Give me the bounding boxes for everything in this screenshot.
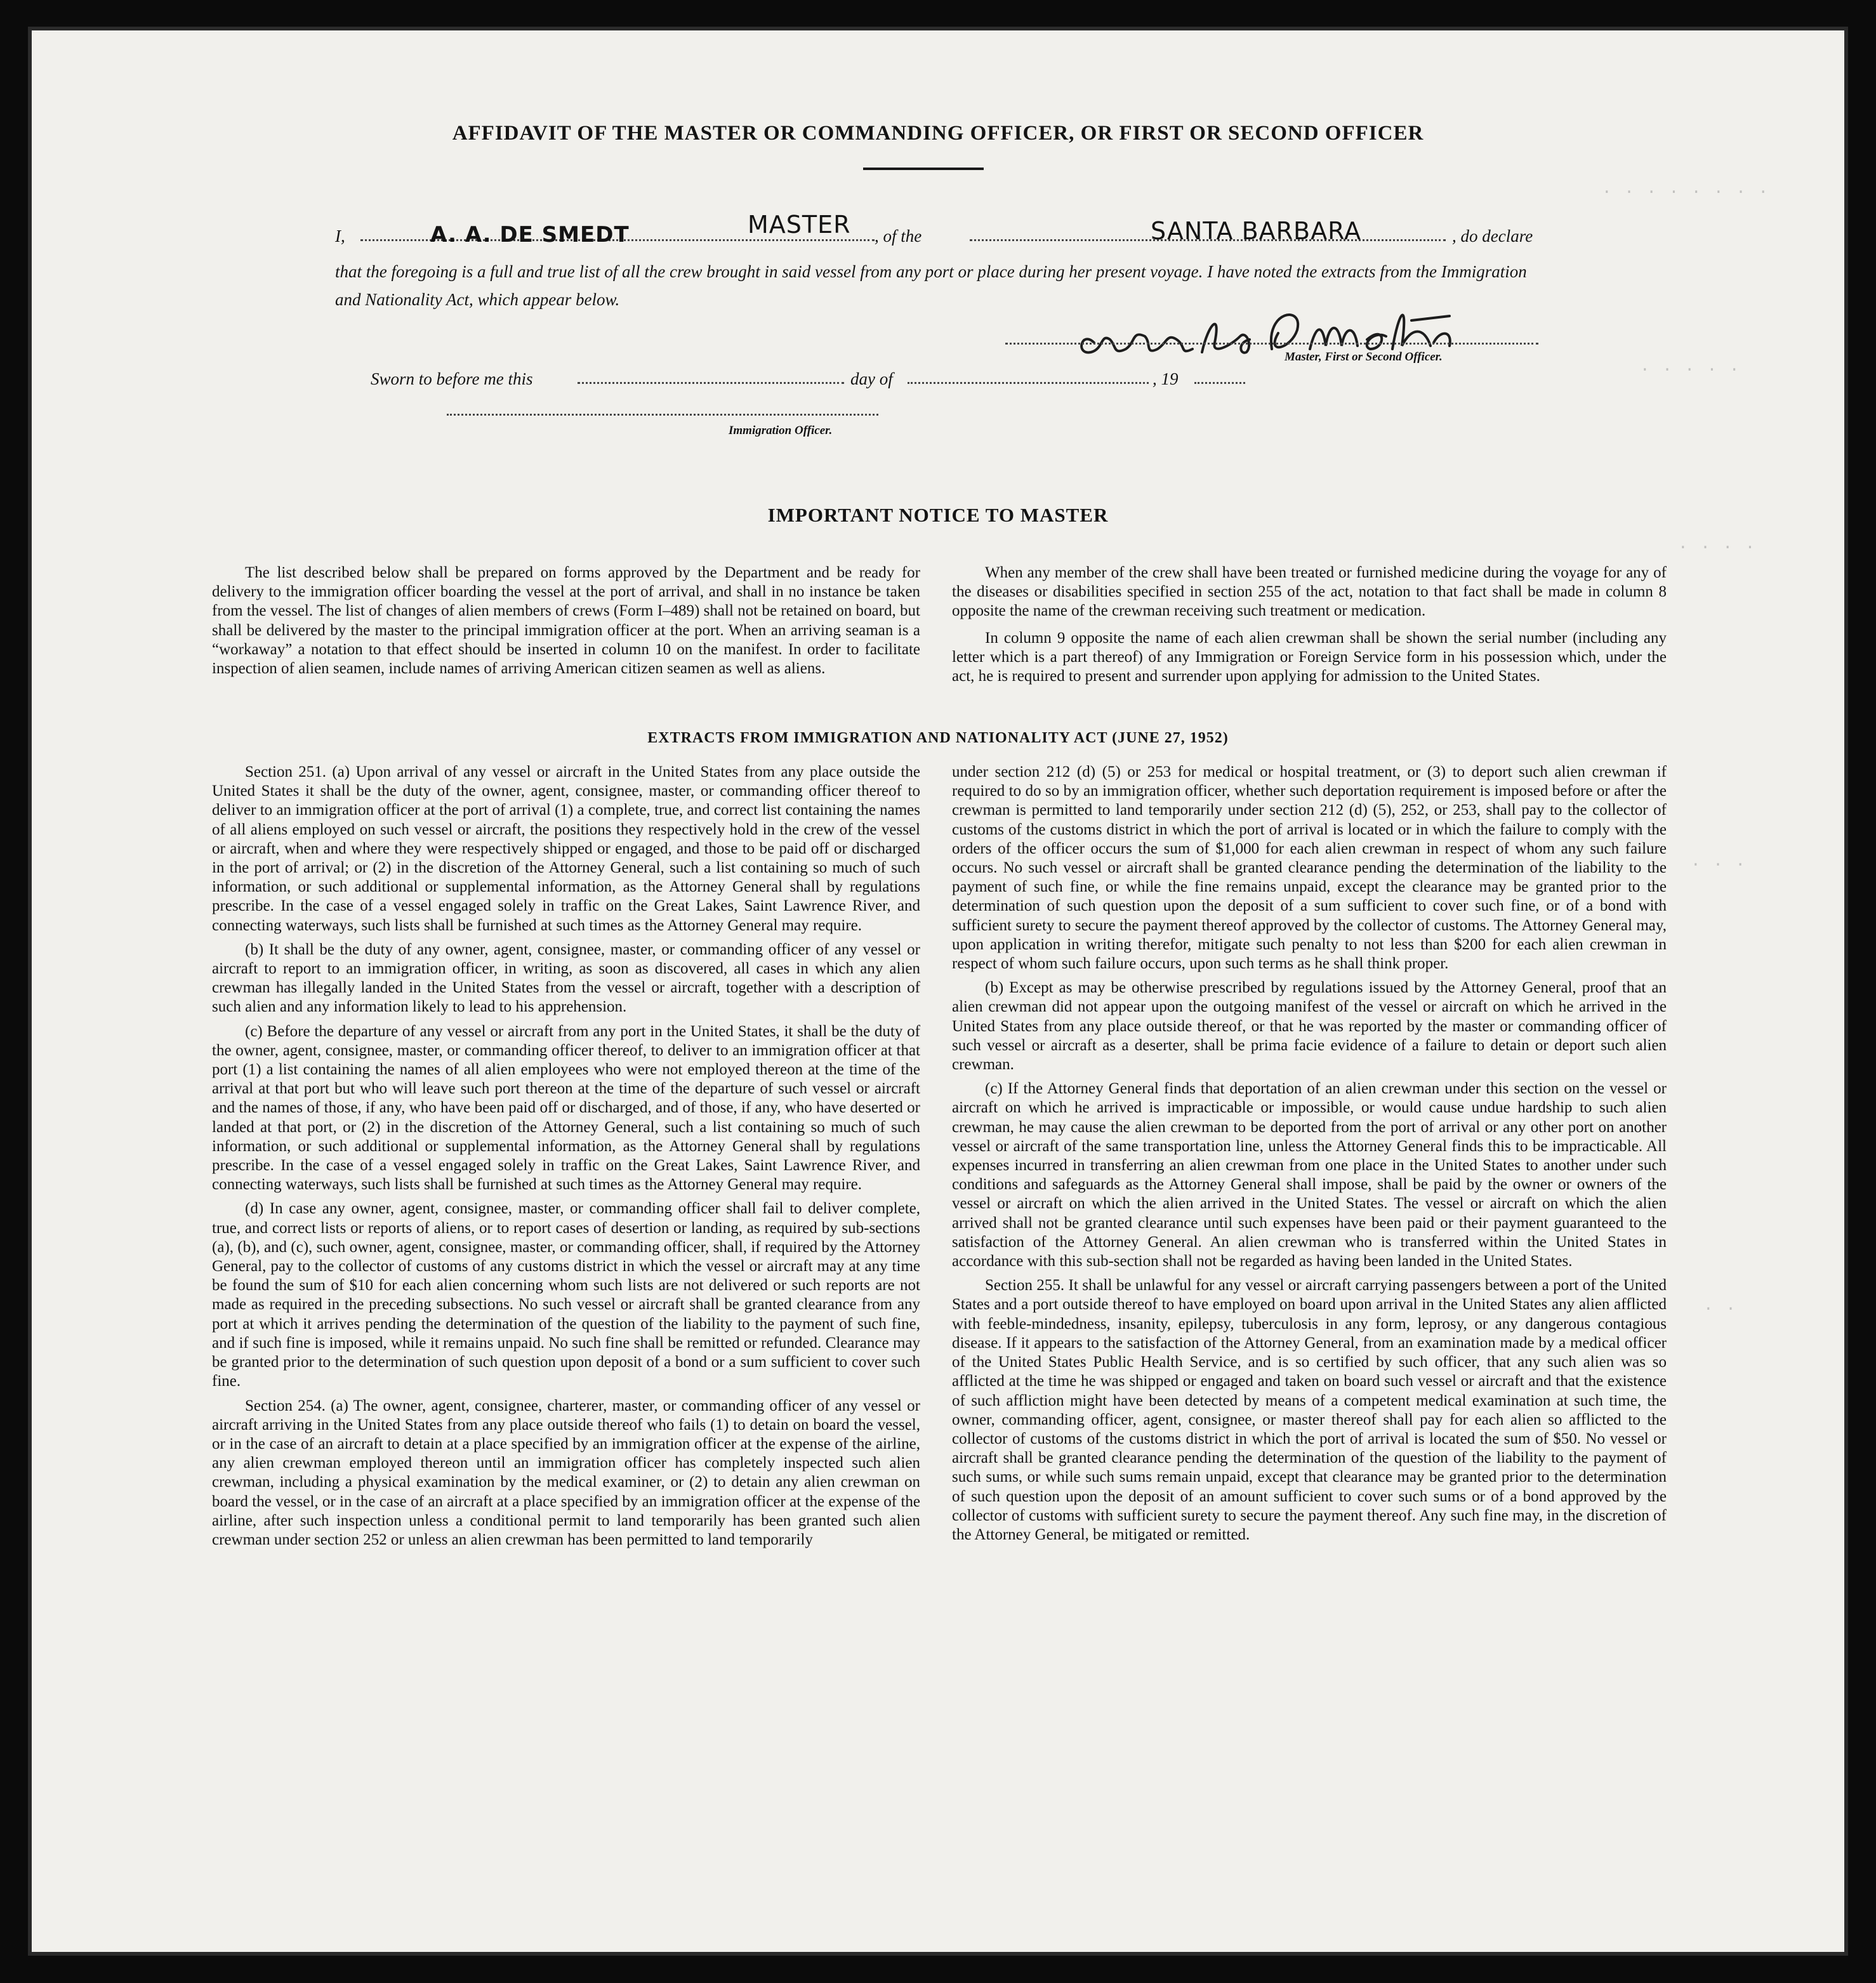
- year-label: , 19: [1153, 369, 1179, 388]
- of-the-label: , of the: [875, 227, 922, 246]
- sworn-label: Sworn to before me this: [371, 369, 533, 388]
- do-declare-label: , do declare: [1452, 227, 1533, 246]
- notice-paragraph: In column 9 opposite the name of each alien crewman shall be shown the serial number (including any letter which is a part thereof) of any Immigration or Foreign Service form in his possession which, under the act, he is required to present and surrender upon applying for admission to the United States.: [952, 629, 1667, 685]
- signature-underline: [1005, 343, 1538, 345]
- notice-right-column: [952, 563, 1667, 694]
- officer-rank: MASTER: [748, 211, 851, 239]
- sworn-day-underline: [578, 382, 844, 384]
- immigration-officer-label: Immigration Officer.: [729, 424, 833, 437]
- extracts-left-column: [212, 763, 920, 1555]
- officer-name: A. A. DE SMEDT: [430, 222, 630, 247]
- act-section-254c: (c) If the Attorney General finds that deportation of an alien crewman under this section on the vessel or aircraft on which he arrived is impracticable or impossible, or would cause undue hardship to such alien crewman, he may cause the alien crewman to be deported from the port of arrival or any other port on another vessel or aircraft of the same transportation line, unless the Attorney General finds this to be impracticable. All expenses incurred in transferring an alien crewman from one place in the United States to another under such conditions and safeguards as the Attorney General shall impose, shall be paid by the owner or owners of the vessel or aircraft on which the alien arrived in the United States. The vessel or aircraft on which the alien arrived shall not be granted clearance until such expenses have been paid or their payment guaranteed to the satisfaction of the Attorney General. An alien crewman who is transferred within the United States in accordance with this sub-section shall not be regarded as having been landed in the United States.: [952, 1080, 1667, 1270]
- declaration-prefix: I,: [335, 227, 345, 246]
- act-section-251a: Section 251. (a) Upon arrival of any vessel or aircraft in the United States from any place outside the United States it shall be the duty of the owner, agent, consignee, master, or commanding officer thereof to deliver to an immigration officer at the port of arrival (1) a complete, true, and correct list containing the names of all aliens employed on such vessel or aircraft, the positions they respectively hold in the crew of the vessel or aircraft, when and where they were respectively shipped or engaged, and those to be paid off or discharged in the port of arrival; or (2) in the discretion of the Attorney General, such a list containing so much of such information, or such additional or supplemental information, as the Attorney General shall by regulations prescribe. In the case of a vessel engaged solely in traffic on the Great Lakes, Saint Lawrence River, and connecting waterways, such lists shall be furnished at such times as the Attorney General may require.: [212, 763, 920, 934]
- act-section-254a-continued: under section 212 (d) (5) or 253 for medical or hospital treatment, or (3) to deport such alien crewman if required to do so by an immigration officer, whether such deportation requirement is imposed before or after the crewman is permitted to land temporarily under section 212 (d) (5), 252, or 253, shall pay to the collector of customs of the customs district in which the port of arrival is located or in which the failure to comply with the orders of the officer occurs the sum of $1,000 for each alien crewman in respect of whom any such failure occurs. No such vessel or aircraft shall be granted clearance pending the determination of the liability to the payment of such fine, or while the fine remains unpaid, except the clearance may be granted prior to the determination of such question upon the deposit of a sum sufficient to cover such fine, or of a bond with sufficient surety to secure the payment thereof approved by the collector of customs. The Attorney General may, upon application in writing therefor, mitigate such penalty to not less than $200 for each alien crewman in respect of whom such failure occurs, upon such terms as he shall think proper.: [952, 763, 1667, 973]
- act-section-255: Section 255. It shall be unlawful for any vessel or aircraft carrying passengers between a port of the United States and a port outside thereof to have employed on board upon arrival in the United States any alien afflicted with feeble-mindedness, insanity, epilepsy, tuberculosis in any form, leprosy, or any dangerous contagious disease. If it appears to the satisfaction of the Attorney General, from an examination made by a medical officer of the United States Public Health Service, and is so certified by such officer, that any such alien was so afflicted at the time he was shipped or engaged and taken on board such vessel or aircraft and that the existence of such affliction might have been detected by means of a competent medical examination at such time, the owner, commanding officer, agent, consignee, or master thereof shall pay for each alien so afflicted to the collector of customs of the customs district in which the port of arrival is located the sum of $50. No vessel or aircraft shall be granted clearance pending the determination of the question of the liability to the payment of such sums, or while such sums remain unpaid, except that clearance may be granted prior to the determination of such question upon the deposit of an amount sufficient to cover such sums or of a bond approved by the collector of customs with sufficient surety to secure the payment thereof. Any such fine may, in the discretion of the Attorney General, be mitigated or remitted.: [952, 1277, 1667, 1543]
- sworn-year-underline: [1194, 382, 1245, 384]
- notice-paragraph: When any member of the crew shall have been treated or furnished medicine during the voyage for any of the diseases or disabilities specified in section 255 of the act, notation to that fact shall be made in column 8 opposite the name of the crewman receiving such treatment or medication.: [952, 564, 1667, 620]
- title-divider: [863, 168, 984, 170]
- declaration-statement: that the foregoing is a full and true list of all the crew brought in said vessel from any port or place during her present voyage. I have noted the extracts from the Immigration and Nationality Act, which appear below.: [335, 262, 1527, 309]
- signature-label: Master, First or Second Officer.: [1285, 350, 1443, 364]
- day-of-label: day of: [850, 369, 893, 388]
- act-section-254a: Section 254. (a) The owner, agent, consignee, charterer, master, or commanding officer of any vessel or aircraft arriving in the United States from any place outside thereof who fails (1) to detain on board the vessel, or in the case of an aircraft to detain at a place specified by an immigration officer at the expense of the airline, any alien crewman employed thereon until an immigration officer has completely inspected such alien crewman, including a physical examination by the medical examiner, or (2) to detain any alien crewman on board the vessel, or in the case of an aircraft at a place specified by an immigration officer at the expense of the airline, after such inspection unless a conditional permit to land temporarily has been granted such alien crewman under section 252 or unless an alien crewman has been permitted to land temporarily: [212, 1397, 920, 1548]
- declaration-line: [335, 212, 1554, 250]
- extracts-heading: EXTRACTS FROM IMMIGRATION AND NATIONALITY ACT (JUNE 27, 1952): [647, 730, 1229, 746]
- notice-left-column: [212, 563, 920, 686]
- act-section-254b: (b) Except as may be otherwise prescribed by regulations issued by the Attorney General, proof that an alien crewman did not appear upon the outgoing manifest of the vessel or aircraft on which he arrived in the United States from any place outside thereof, or that he was reported by the master or commanding officer of such vessel or aircraft as a deserter, shall be prima facie evidence of a failure to detain or deport such alien crewman.: [952, 979, 1667, 1074]
- affidavit-form: [28, 27, 1848, 1956]
- act-section-251d: (d) In case any owner, agent, consignee, master, or commanding officer shall fail to deliver complete, true, and correct lists or reports of aliens, or to report cases of desertion or landing, as required by sub-sections (a), (b), and (c), such owner, agent, consignee, master, or commanding officer, shall, if required by the Attorney General, pay to the collector of customs of any customs district in which the vessel or aircraft may at any time be found the sum of $10 for each alien concerning whom such lists are not delivered or such reports are not made as required in the preceding subsections. No such vessel or aircraft shall be granted clearance from any port at which it arrives pending the determination of the question of the liability to the payment of such fine, and if such fine is imposed, while it remains unpaid. No such fine shall be remitted or refunded. Clearance may be granted prior to the determination of such question upon deposit of a bond or a sum sufficient to cover such fine.: [212, 1200, 920, 1390]
- document-page: . . . . . . . . . . . . . . . . . . . . . . AFFIDAVIT OF THE MASTER OR COMMANDING OFFICER, OR FIRST OR SECOND OFFICER I, A. A. DE SMEDT MASTER , of the SANTA BARBARA , do declare that the foregoing is a full and true list of all the crew brought in said vessel from any port or place during her present voyage. I have noted the extracts from the Immigration and Nationality Act, which appear below. Master, First or Second Officer. Sworn to before me this day of , 19 Immigration Officer. IMPORTANT NOTICE TO MASTER The list described below shall be prepared on forms approved by the Department and be ready for delivery to the immigration officer boarding the vessel at the port of arrival, and shall in no instance be taken from the vessel. The list of changes of alien members of crews (Form I–489) shall not be retained on board, but shall be delivered by the master to the principal immigration officer at the port. When an arriving seaman is a “workaway” a notation to that effect should be inserted in column 10 on the manifest. In order to facilitate inspection of alien seamen, include names of arriving American citizen seamen as well as aliens. When any member of the crew shall have been treated or furnished medicine during the voyage for any of the diseases or disabilities specified in section 255 of the act, notation to that fact shall be made in column 8 opposite the name of the crewman receiving such treatment or medication. In column 9 opposite the name of each alien crewman shall be shown the serial number (including any letter which is a part thereof) of any Immigration or Foreign Service form in his possession which, under the act, he is required to present and surrender upon applying for admission to the United States. EXTRACTS FROM IMMIGRATION AND NATIONALITY ACT (JUNE 27, 1952) Section 251. (a) Upon arrival of any vessel or aircraft in the United States from any place outside the United States it shall be the duty of the owner, agent, consignee, master, or commanding officer thereof to deliver to an immigration officer at the port of arrival (1) a complete, true, and correct list containing the names of all aliens employed on such vessel or aircraft, the positions they respectively hold in the crew of the vessel or aircraft, when and where they were respectively shipped or engaged, and those to be paid off or discharged in the port of arrival; or (2) in the discretion of the Attorney General, such a list containing so much of such information, or such additional or supplemental information, as the Attorney General shall by regulations prescribe. In the case of a vessel engaged solely in traffic on the Great Lakes, Saint Lawrence River, and connecting waterways, such lists shall be furnished at such times as the Attorney General may require. (b) It shall be the duty of any owner, agent, consignee, master, or commanding officer of any vessel or aircraft to report to an immigration officer, in writing, as soon as discovered, all cases in which any alien crewman has illegally landed in the United States from the vessel or aircraft, together with a description of such alien and any information likely to lead to his apprehension. (c) Before the departure of any vessel or aircraft from any port in the United States, it shall be the duty of the owner, agent, consignee, master, or commanding officer thereof, to deliver to an immigration officer at that port (1) a list containing the names of all alien employees who were not employed thereon at the time of the arrival at that port but who will leave such port thereon at the time of the departure of such vessel or aircraft and the names of those, if any, who have been paid off or discharged, and of those, if any, who have deserted or landed at that port, or (2) in the discretion of the Attorney General, such a list containing so much of such information, or such additional or supplemental information, as the Attorney General shall by regulations prescribe. In the case of a vessel engaged solely in traffic on the Great Lakes, Saint Lawrence River, and connecting waterways, such lists shall be furnished at such times as the Attorney General may require. (d) In case any owner, agent, consignee, master, or commanding officer shall fail to deliver complete, true, and correct lists or reports of aliens, or to report cases of desertion or landing, as required by sub-sections (a), (b), and (c), such owner, agent, consignee, master, or commanding officer, shall, if required by the Attorney General, pay to the collector of customs of any customs district in which the vessel or aircraft may at any time be found the sum of $10 for each alien concerning whom such lists are not delivered or such reports are not made as required in the preceding subsections. No such vessel or aircraft shall be granted clearance from any port at which it arrives pending the determination of the question of the liability to the payment of such fine, and if such fine is imposed, while it remains unpaid. No such fine shall be remitted or refunded. Clearance may be granted prior to the determination of such question upon deposit of a bond or a sum sufficient to cover such fine. Section 254. (a) The owner, agent, consignee, charterer, master, or commanding officer of any vessel or aircraft arriving in the United States from any place outside thereof who fails (1) to detain on board the vessel, or in the case of an aircraft to detain at a place specified by an immigration officer at the expense of the airline, any alien crewman employed thereon until an immigration officer has completely inspected such alien crewman, including a physical examination by the medical examiner, or (2) to detain any alien crewman on board the vessel, or in the case of an aircraft at a place specified by an immigration officer at the expense of the airline, after such inspection unless a conditional permit to land temporarily has been granted such alien crewman under section 252 or unless an alien crewman has been permitted to land temporarily under section 212 (d) (5) or 253 for medical or hospital treatment, or (3) to deport such alien crewman if required to do so by an immigration officer, whether such deportation requirement is imposed before or after the crewman is permitted to land temporarily under section 212 (d) (5), 252, or 253, shall pay to the collector of customs of the customs district in which the port of arrival is located or in which the failure to comply with the orders of the officer occurs the sum of $1,000 for each alien crewman in respect of whom any such failure occurs. No such vessel or aircraft shall be granted clearance pending the determination of the liability to the payment of such fine, or while the fine remains unpaid, except the clearance may be granted prior to the determination of such question upon the deposit of a sum sufficient to cover such fine, or of a bond with sufficient surety to secure the payment thereof approved by the collector of customs. The Attorney General may, upon application in writing therefor, mitigate such penalty to not less than $200 for each alien crewman in respect of whom such failure occurs, upon such terms as he shall think proper. (b) Except as may be otherwise prescribed by regulations issued by the Attorney General, proof that an alien crewman did not appear upon the outgoing manifest of the vessel or aircraft on which he arrived in the United States from any place outside thereof, or that he was reported by the master or commanding officer of such vessel or aircraft as a deserter, shall be prima facie evidence of a failure to detain or deport such alien crewman. (c) If the Attorney General finds that deportation of an alien crewman under this section on the vessel or aircraft on which he arrived is impracticable or impossible, or would cause undue hardship to such alien crewman, he may cause the alien crewman to be deported from the port of arrival or any other port on another vessel or aircraft of the same transportation line, unless the Attorney General finds this to be impracticable. All expenses incurred in transferring an alien crewman from one place in the United States to another under such conditions and safeguards as the Attorney General shall impose, shall be paid by the owner or owners of the vessel or aircraft on which the alien arrived in the United States. The vessel or aircraft on which the alien arrived shall not be granted clearance until such expenses have been paid or their payment guaranteed to the satisfaction of the Attorney General. An alien crewman who is transferred within the United States in accordance with this sub-section shall not be regarded as having been landed in the United States. Section 255. It shall be unlawful for any vessel or aircraft carrying passengers between a port of the United States and a port outside thereof to have employed on board upon arrival in the United States any alien afflicted with feeble-mindedness, insanity, epilepsy, tuberculosis in any form, leprosy, or any dangerous contagious disease. If it appears to the satisfaction of the Attorney General, from an examination made by a medical officer of the United States Public Health Service, and is so certified by such officer, that any such alien was so afflicted at the time he was shipped or engaged and taken on board such vessel or aircraft and that the existence of such affliction might have been detected by means of a competent medical examination at such time, the owner, commanding officer, agent, consignee, or master thereof shall pay for each alien so afflicted to the collector of customs of the customs district in which the port of arrival is located the sum of $50. No vessel or aircraft shall be granted clearance pending the determination of the question of the liability to the payment of such sums, or while such sums remain unpaid, except that clearance may be granted prior to the determination of such question upon the deposit of an amount sufficient to cover such sums or of a bond approved by the collector of customs with sufficient surety to secure the payment thereof. Any such fine may, in the discretion of the Attorney General, be mitigated or remitted.: [28, 27, 1848, 1956]
- extracts-right-column: [952, 763, 1667, 1550]
- notice-paragraph: The list described below shall be prepared on forms approved by the Department and be ready for delivery to the immigration officer boarding the vessel at the port of arrival, and shall in no instance be taken from the vessel. The list of changes of alien members of crews (Form I–489) shall not be retained on board, but shall be delivered by the master to the principal immigration officer at the port. When an arriving seaman is a “workaway” a notation to that effect should be inserted in column 10 on the manifest. In order to facilitate inspection of alien seamen, include names of arriving American citizen seamen as well as aliens.: [212, 564, 920, 678]
- act-section-251c: (c) Before the departure of any vessel or aircraft from any port in the United States, it shall be the duty of the owner, agent, consignee, master, or commanding officer thereof, to deliver to an immigration officer at that port (1) a list containing the names of all alien employees who were not employed thereon at the time of the arrival at that port but who will leave such port thereon at the time of the departure of such vessel or aircraft and the names of those, if any, who have been paid off or discharged, and of those, if any, who have deserted or landed at that port, or (2) in the discretion of the Attorney General, such a list containing so much of such information, or such additional or supplemental information, as the Attorney General shall by regulations prescribe. In the case of a vessel engaged solely in traffic on the Great Lakes, Saint Lawrence River, and connecting waterways, such lists shall be furnished at such times as the Attorney General may require.: [212, 1022, 920, 1194]
- affidavit-title: AFFIDAVIT OF THE MASTER OR COMMANDING OFFICER, OR FIRST OR SECOND OFFICER: [452, 122, 1424, 145]
- immigration-officer-underline: [447, 414, 878, 416]
- notice-heading: IMPORTANT NOTICE TO MASTER: [767, 504, 1109, 526]
- sworn-month-underline: [908, 382, 1149, 384]
- act-section-251b: (b) It shall be the duty of any owner, agent, consignee, master, or commanding officer of any vessel or aircraft to report to an immigration officer, in writing, as soon as discovered, all cases in which any alien crewman has illegally landed in the United States from the vessel or aircraft, together with a description of such alien and any information likely to lead to his apprehension.: [212, 940, 920, 1016]
- vessel-name: SANTA BARBARA: [1151, 217, 1361, 245]
